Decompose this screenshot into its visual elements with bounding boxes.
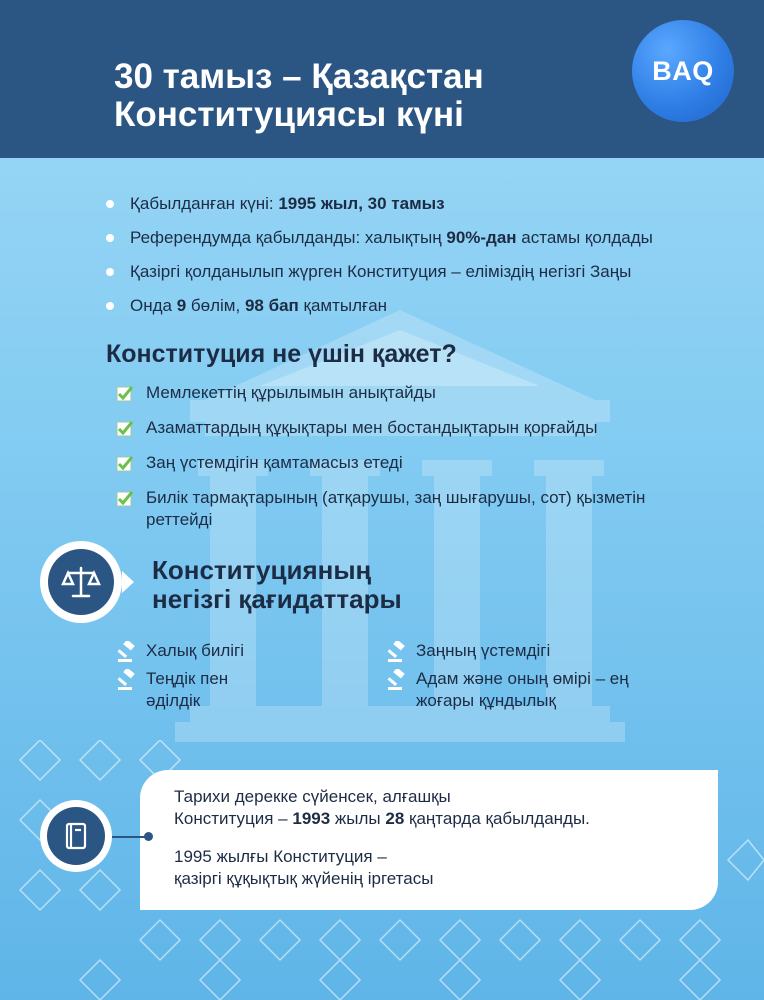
book-icon [47,807,105,865]
why-item: Азаматтардың құқықтары мен бостандықтарын қорғайды [116,417,676,439]
scales-badge [40,541,122,623]
fact-adopted-date: Қабылданған күні: 1995 жыл, 30 тамыз [106,193,653,227]
page-title [114,58,484,134]
principle-item: Адам және оның өмірі – ең жоғары құндылық [386,668,686,712]
card-connector-line [112,836,148,838]
logo-text: BAQ [652,55,714,86]
gavel-icon [116,641,138,663]
title-line-2: Конституциясы күні [114,95,464,134]
scales-icon [48,549,114,615]
book-badge [40,800,112,872]
history-text-2: 1995 жылғы Конституция – қазіргі құқықтық жүйенің іргетасы [174,847,434,888]
header-banner [0,0,764,158]
principle-item: Теңдік пен әділдік [116,668,276,712]
fact-main-law: Қазіргі қолданылып жүрген Конституция – еліміздің негізгі Заңы [106,261,653,295]
check-icon [116,454,134,472]
why-item: Билік тармақтарының (атқарушы, заң шығарушы, сот) қызметін реттейді [116,487,676,531]
why-list [116,382,676,531]
check-icon [116,384,134,402]
card-connector-dot [144,832,153,841]
principles-heading: Конституцияның негізгі қағидаттары [152,555,402,614]
fact-referendum: Референдумда қабылданды: халықтың 90%-дан астамы қолдады [106,227,653,261]
fact-sections-articles: Онда 9 бөлім, 98 бап қамтылған [106,295,653,329]
check-icon [116,489,134,507]
principle-item: Халық билігі [116,640,244,662]
history-card [140,770,718,910]
title-line-1: 30 тамыз – Қазақстан [114,57,484,96]
gavel-icon [386,669,408,691]
facts-list [106,193,653,329]
badge-pointer [122,571,134,593]
why-heading: Конституция не үшін қажет? [106,340,457,368]
why-item: Мемлекеттің құрылымын анықтайды [116,382,676,404]
baq-logo [632,20,734,122]
gavel-icon [386,641,408,663]
check-icon [116,419,134,437]
principle-item: Заңның үстемдігі [386,640,550,662]
why-item: Заң үстемдігін қамтамасыз етеді [116,452,676,474]
history-text-1: Тарихи дерекке сүйенсек, алғашқы Конституция – 1993 жылы 28 қаңтарда қабылданды. [174,787,590,828]
gavel-icon [116,669,138,691]
